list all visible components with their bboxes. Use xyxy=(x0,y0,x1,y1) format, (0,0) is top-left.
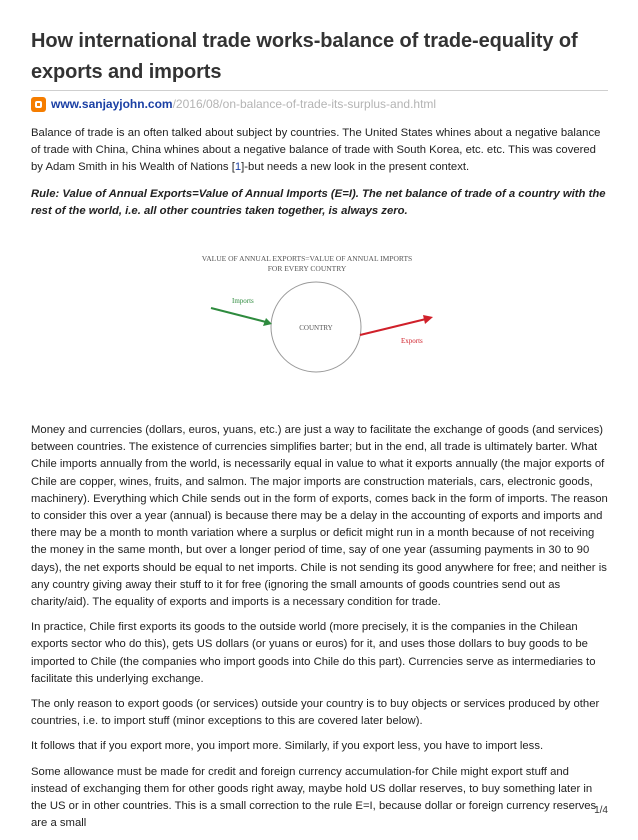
imports-label: Imports xyxy=(232,297,254,306)
exports-label: Exports xyxy=(401,337,423,346)
exports-arrow-line xyxy=(360,319,426,335)
trade-diagram xyxy=(31,232,608,422)
source-domain-link[interactable]: www.sanjayjohn.com xyxy=(51,97,173,111)
body-paragraph: Money and currencies (dollars, euros, yuans, etc.) are just a way to facilitate the exchange of goods (and services) between countries. The existence of currencies simplifies barter; but in the end, all trade is ultimately barter. What Chile imports annually from the world, is necessarily equal in value to what it exports annually (the major exports of Chile are copper, wines, fruits, and salmon. The major imports are construction materials, cars, electronic goods, machinery). Everything which Chile sends out in the form of exports, comes back in the form of imports. The reason to consider this over a year (annual) is because there may be a delay in the accounting of exports and imports and there may be a month to month variation where a surplus or deficit might run in a month because of not receiving the money in the same month, but over a longer period of time, say of one year (assuming payments in 30 to 90 days), the net exports should be equal to net imports. Chile is not sending its good anywhere for free; and neither is any country giving away their stuff to it for free (ignoring the small amounts of goods countries send out as charity/aid). The equality of exports and imports is a necessary condition for trade. xyxy=(31,424,608,609)
reference-link[interactable]: 1 xyxy=(234,161,242,174)
source-line xyxy=(31,95,608,113)
page-number: 1/4 xyxy=(594,805,608,816)
body-paragraph: The only reason to export goods (or services) outside your country is to buy objects or services produced by other countries, i.e. to import stuff (minor exceptions to this are covered later below). xyxy=(31,698,600,728)
exports-arrowhead xyxy=(423,315,433,324)
title-divider xyxy=(31,90,608,91)
intro-paragraph xyxy=(31,125,608,177)
blogger-icon xyxy=(31,97,46,112)
article-title: How international trade works-balance of trade-equality of exports and imports xyxy=(31,30,578,83)
intro-text-2: ]-but needs a new look in the present context. xyxy=(241,161,470,174)
rule-statement: Rule: Value of Annual Exports=Value of Annual Imports (E=I). The net balance of trade of a country with the rest of the world, i.e. all other countries taken together, is always zero. xyxy=(31,187,606,217)
diagram-title-line1: VALUE OF ANNUAL EXPORTS=VALUE OF ANNUAL IMPORTS xyxy=(201,254,413,264)
imports-arrow-line xyxy=(211,308,266,322)
body-paragraph: It follows that if you export more, you import more. Similarly, if you export less, you have to import less. xyxy=(31,740,544,753)
article xyxy=(31,26,608,840)
source-path-link[interactable]: /2016/08/on-balance-of-trade-its-surplus-and.html xyxy=(172,97,437,111)
body-paragraph: Some allowance must be made for credit and foreign currency accumulation-for Chile might export stuff and instead of exchanging them for other goods right away, maybe hold US dollar reserves, to buy something later in the US or in other countries. This is a small correction to the rule E=I, because dollar or foreign currency reserves are a small xyxy=(31,765,597,830)
article-body xyxy=(31,422,608,832)
intro-text-1: Balance of trade is an often talked about subject by countries. The United States whines about a negative balance of trade with China, China whines about a negative balance of trade with South Korea, etc. etc. This was covered by Adam Smith in his Wealth of Nations [ xyxy=(31,127,601,174)
trade-diagram-svg xyxy=(31,232,608,422)
diagram-title-line2: FOR EVERY COUNTRY xyxy=(267,264,347,274)
body-paragraph: In practice, Chile first exports its goods to the outside world (more precisely, it is the companies in the Chilean exports sector who do this), gets US dollars (or yuans or euros) for it, and uses those dollars to buy goods to be imported to Chile (the companies who import goods into Chile do this part). Currencies serve as intermediaries to facilitate this underlying exchange. xyxy=(31,621,596,685)
country-label: COUNTRY xyxy=(299,324,333,333)
